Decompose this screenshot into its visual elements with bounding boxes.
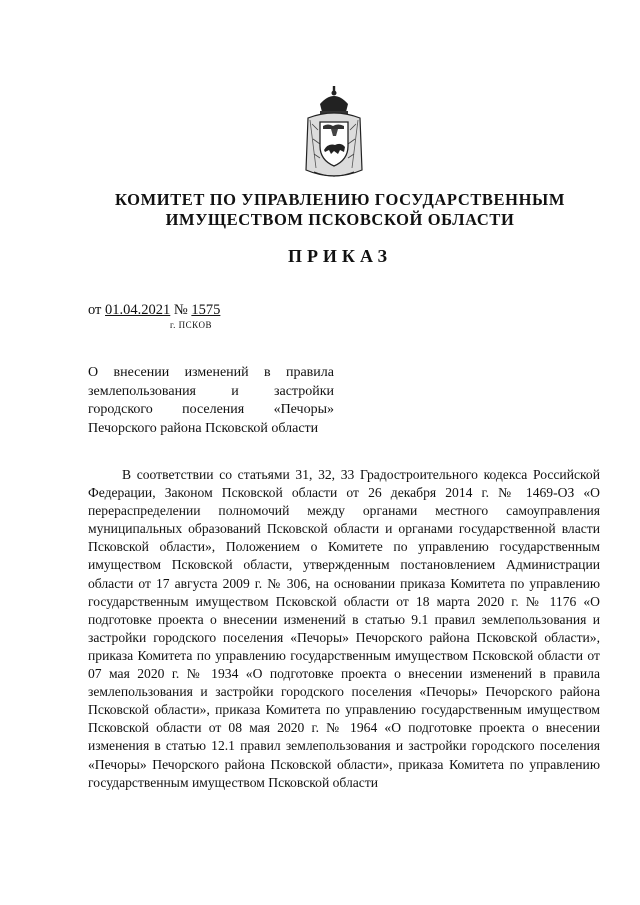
number-sign: № [173,302,188,318]
document-body-paragraph: В соответствии со статьями 31, 32, 33 Градостроительного кодекса Российской Федерации, Законом Псковской области от 26 декабря 2014 г. № 1469-ОЗ «О перераспределении полномочий между органами местного самоуправления муниципальных образований Псковской области и органами государственной власти Псковской области», Положением о Комитете по управлению государственным имуществом Псковской области, утвержденным постановлением Администрации области от 17 августа 2009 г. № 306, на основании приказа Комитета по управлению государственным имуществом Псковской области от 18 марта 2020 г. № 1176 «О подготовке проекта о внесении изменений в статью 9.1 правил землепользования и застройки городского поселения «Печоры» Печорского района Псковской области», приказа Комитета по управлению государственным имуществом Псковской области от 07 мая 2020 г. № 1934 «О подготовке проекта о внесении изменений в правила землепользования и застройки городского поселения «Печоры» Печорского района Псковской области», приказа Комитета по управлению государственным имуществом Псковской области от 08 мая 2020 г. № 1964 «О подготовке проекта о внесении изменения в статью 12.1 правил землепользования и застройки городского поселения «Печоры» Печорского района Псковской области», приказа Комитета по управлению государственным имуществом Псковской области [88,467,600,790]
organization-name-line-1: КОМИТЕТ ПО УПРАВЛЕНИЮ ГОСУДАРСТВЕННЫМ [115,190,565,209]
date-number-line [88,302,220,319]
document-number: 1575 [191,302,221,318]
organization-name-line-2: ИМУЩЕСТВОМ ПСКОВСКОЙ ОБЛАСТИ [165,210,515,229]
pskov-coat-of-arms-icon [298,84,370,184]
document-type-title: ПРИКАЗ [287,246,393,266]
date-prefix: от [88,302,102,318]
document-subject: О внесении изменений в правила землепользования и застройки городского поселения «Печоры» Печорского района Псковской области [88,365,334,436]
document-date: 01.04.2021 [105,302,171,318]
organization-name [80,190,600,230]
city-label: г. ПСКОВ [170,320,212,330]
